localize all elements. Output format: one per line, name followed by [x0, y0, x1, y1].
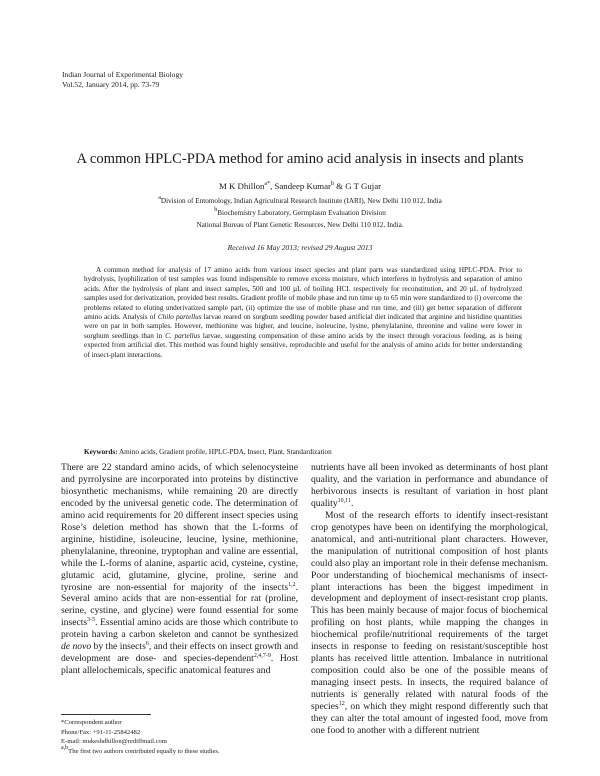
journal-name: Indian Journal of Experimental Biology [62, 70, 184, 79]
body-text: . Several amino acids that are non-essential for rat (proline, serine, cystine, and glycine) were found essential for some insects [61, 581, 298, 629]
citation: 6 [145, 641, 149, 648]
body-text: . Essential amino acids are those which contribute to protein having a carbon skeleton and cannot be synthesized [61, 617, 298, 641]
citation: 3-5 [87, 617, 96, 624]
keywords-text: Amino acids, Gradient profile, HPLC-PDA, Insect, Plant, Standardization [117, 448, 332, 456]
citation: 2,4,7-9 [253, 653, 271, 660]
author-list [0, 181, 600, 192]
body-text: nutrients have all been invoked as determinants of host plant quality, and the variation in performance and abundance of herbivorous insects is resultant of variation in host plant quality [311, 462, 548, 509]
volume-info: Vol.52, January 2014, pp. 73-79 [62, 80, 160, 89]
equal-contribution-note [61, 744, 220, 757]
abstract [84, 266, 522, 360]
species-name: Chilo partellus [157, 313, 202, 322]
body-text: . Host plant allelochemicals, specific anatomical features and [61, 653, 299, 677]
footnotes [61, 718, 220, 756]
received-dates: Received 16 May 2013; revised 29 August 2013 [227, 243, 373, 252]
body-paragraph [311, 510, 548, 737]
author-name: G T Gujar [345, 181, 382, 191]
email-address: E-mail: mukeshdhillon@rediffmail.com [61, 738, 167, 746]
body-column-right [311, 462, 548, 737]
abstract-paragraph [84, 266, 522, 360]
body-paragraph [311, 462, 548, 510]
body-text: There are 22 standard amino acids, of which selenocysteine and pyrrolysine are incorporated into proteins by distinctive biosynthetic mechanisms, while remaining 20 are directly encoded by the universal genetic code. The determination of amino acid requirements for 20 different insect species using Rose’s deletion method has shown that the L-forms of arginine, histidine, isoleucine, leucine, lysine, methionine, phenylalanine, threonine, tryptophan and valine are essential, while the L-forms of alanine, aspartic acid, cysteine, cystine, glutamic acid, glutamine, glycine, proline, serine and tyrosine are non-essential for majority of the insects [61, 462, 298, 593]
citation: 10,11 [337, 497, 351, 504]
body-text: Most of the research efforts to identify insect-resistant crop genotypes have been on identifying the morphological, anatomical, and anti-nutritional plant characters. However, the manipulation of nutritional composition of host plants could also play an important role in their defense mechanism. Poor understanding of biochemical mechanisms of insect-plant interactions has been the biggest impediment in development and deployment of insect-resistant crop plants. This has been mainly because of major focus of biochemical profiling on host plants, while mapping the changes in biochemical profile/nutritional requirements of the target insects in response to feeding on resistant/susceptible host plants has received little attention. Imbalance in nutritional composition could also be one of the possible means of managing insect pests. In insects, the required balance of nutrients is generally related with natural foods of the species [311, 509, 548, 713]
body-paragraph [61, 462, 298, 677]
latin-term: de novo [61, 641, 92, 653]
body-text: , on which they might respond differently such that they can alter the total amount of ingested food, move from one food to another with a different nutrient [311, 701, 548, 736]
author-separator: & [333, 181, 346, 191]
affiliation-b [0, 208, 600, 219]
body-text: , and their effects on insect growth and development are dose- and species-dependent [61, 641, 298, 665]
body-text: . [350, 497, 354, 509]
footnote-text: The first two authors contributed equally to these studies. [68, 747, 220, 755]
citation: 1,2 [288, 581, 296, 588]
author-separator: , [270, 181, 275, 191]
affiliation-sup: b [214, 207, 218, 213]
correspondent-note: *Correspondent author [61, 719, 122, 726]
article-title: A common HPLC-PDA method for amino acid analysis in insects and plants [76, 151, 524, 167]
author-sup: b [330, 181, 334, 187]
affiliation-text: Division of Entomology, Indian Agricultural Research Institute (IARI), New Delhi 110 012, India [160, 197, 442, 205]
phone-fax: Phone/Fax: +91-11-25842482 [61, 728, 141, 736]
abstract-text: A common method for analysis of 17 amino acids from various insect species and plant parts was standardized using HPLC-PDA. Prior to hydrolysis, lyophilization of test samples was found indispensible to remove excess moisture, which interferes in hydrolysis and separation of amino acids. After the hydrolysis of plant and insect samples, 500 and 100 µL of boiling HCL respectively for reconstitution, and 20 µL of hydrolyzed samples used for derivatization, provided best results. Gradient profile of mobile phase and run time up to 65 min were standardized to (i) overcome the problems related to eluting underivatized sample part, (ii) optimize the use of mobile phase and run time, and (iii) get better separation of different amino acids. Analysis of [84, 266, 522, 322]
author-sup: a* [264, 181, 271, 187]
affiliation-sup: a [158, 195, 161, 201]
affiliation-a [0, 196, 600, 207]
abstract-text: larvae, suggesting compensation of these amino acids by the insect through voracious feeding, as is being expected from artificial diet. This method was found highly sensitive, reproducible and useful for the analysis of amino acids for better understanding of insect-plant interactions. [84, 331, 522, 359]
footnote-sup: a,b [61, 744, 69, 751]
affiliation-text: Biochemistry Laboratory, Germplasm Evaluation Division [217, 209, 386, 217]
abstract-text: larvae reared on sorghum seedling powder based artificial diet indicated that arginine and histidine quantities were on par in both samples. However, methionine was higher, and leucine, isoleucine, lysine, phenylalanine, threonine and valine were lower in sorghum seedlings than in [84, 313, 522, 340]
keywords-label: Keywords: [84, 448, 118, 456]
citation: 12 [338, 701, 345, 708]
keywords [84, 448, 522, 457]
author-name: Sandeep Kumar [274, 181, 331, 191]
author-name: M K Dhillon [218, 181, 265, 191]
footnote-rule [61, 714, 151, 715]
affiliation-c: National Bureau of Plant Genetic Resources, New Delhi 110 012, India. [196, 221, 404, 229]
species-name: C. partellus [165, 331, 201, 340]
journal-header [62, 70, 183, 90]
body-column-left [61, 462, 298, 677]
body-text: by the insects [91, 641, 146, 653]
